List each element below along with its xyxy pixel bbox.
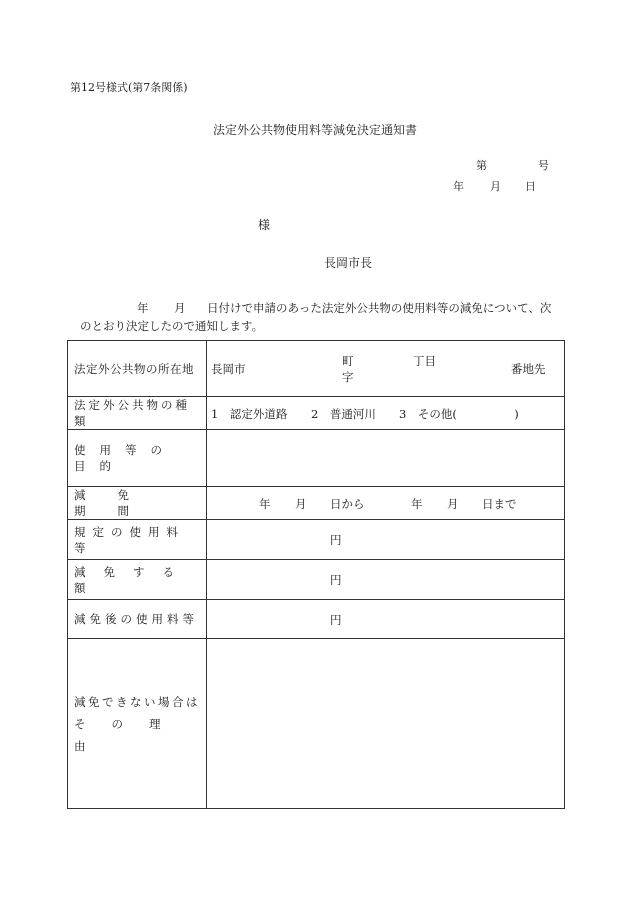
body-text-line-1: 日付けで申請のあった法定外公共物の使用料等の減免について、次	[207, 301, 552, 315]
reason-value-cell	[207, 639, 565, 809]
row-location	[68, 341, 565, 397]
doc-number-prefix: 第	[476, 159, 487, 172]
period-from-day: 日から	[330, 497, 365, 511]
period-to-year: 年	[411, 497, 423, 511]
date-year: 年	[453, 180, 464, 193]
period-label: 減免期間	[74, 488, 161, 518]
regular-fee-unit: 円	[330, 533, 342, 547]
body-month: 月	[174, 301, 186, 315]
row-reason	[68, 639, 565, 809]
period-to-day: 日まで	[482, 497, 517, 511]
addressee-honorific: 様	[258, 218, 271, 232]
sender-mayor: 長岡市長	[324, 256, 373, 270]
doc-number-suffix: 号	[538, 159, 549, 172]
reduction-label: 減免する額	[74, 564, 192, 595]
location-label: 法定外公共物の所在地	[74, 361, 194, 376]
location-chome: 丁目	[413, 354, 436, 368]
row-period	[68, 487, 565, 520]
location-aza: 字	[342, 370, 354, 384]
date-day: 日	[525, 180, 536, 193]
period-to-month: 月	[447, 497, 459, 511]
after-fee-unit: 円	[330, 613, 342, 627]
body-text-line-2: のとおり決定したので通知します。	[80, 319, 264, 333]
row-reduction	[68, 560, 565, 600]
document-title: 法定外公共物使用料等減免決定通知書	[212, 123, 417, 137]
type-label: 法定外公共物の種類	[74, 398, 190, 428]
period-from-year: 年	[259, 497, 271, 511]
type-option-river: 2 普通河川	[311, 406, 376, 421]
notice-table	[67, 340, 565, 809]
purpose-value-cell	[207, 430, 565, 487]
location-city: 長岡市	[211, 362, 246, 376]
after-fee-label: 減免後の使用料等	[74, 612, 198, 626]
location-banchi: 番地先	[511, 362, 546, 376]
regular-fee-label: 規定の使用料等	[74, 524, 185, 555]
type-option-other: 3 その他( )	[399, 406, 519, 421]
row-regular-fee	[68, 520, 565, 560]
date-month: 月	[490, 180, 501, 193]
row-type	[68, 397, 565, 430]
reason-label: 減免できない場合は その理由	[74, 694, 200, 753]
form-number: 第12号様式(第7条関係)	[70, 81, 188, 94]
location-machi: 町	[342, 354, 354, 368]
type-option-road: 1 認定外道路	[211, 406, 288, 421]
period-from-month: 月	[295, 497, 307, 511]
row-purpose	[68, 430, 565, 487]
purpose-label: 使用等の目的	[74, 443, 176, 473]
row-after-fee	[68, 600, 565, 639]
reduction-unit: 円	[330, 573, 342, 587]
body-year: 年	[137, 301, 149, 315]
